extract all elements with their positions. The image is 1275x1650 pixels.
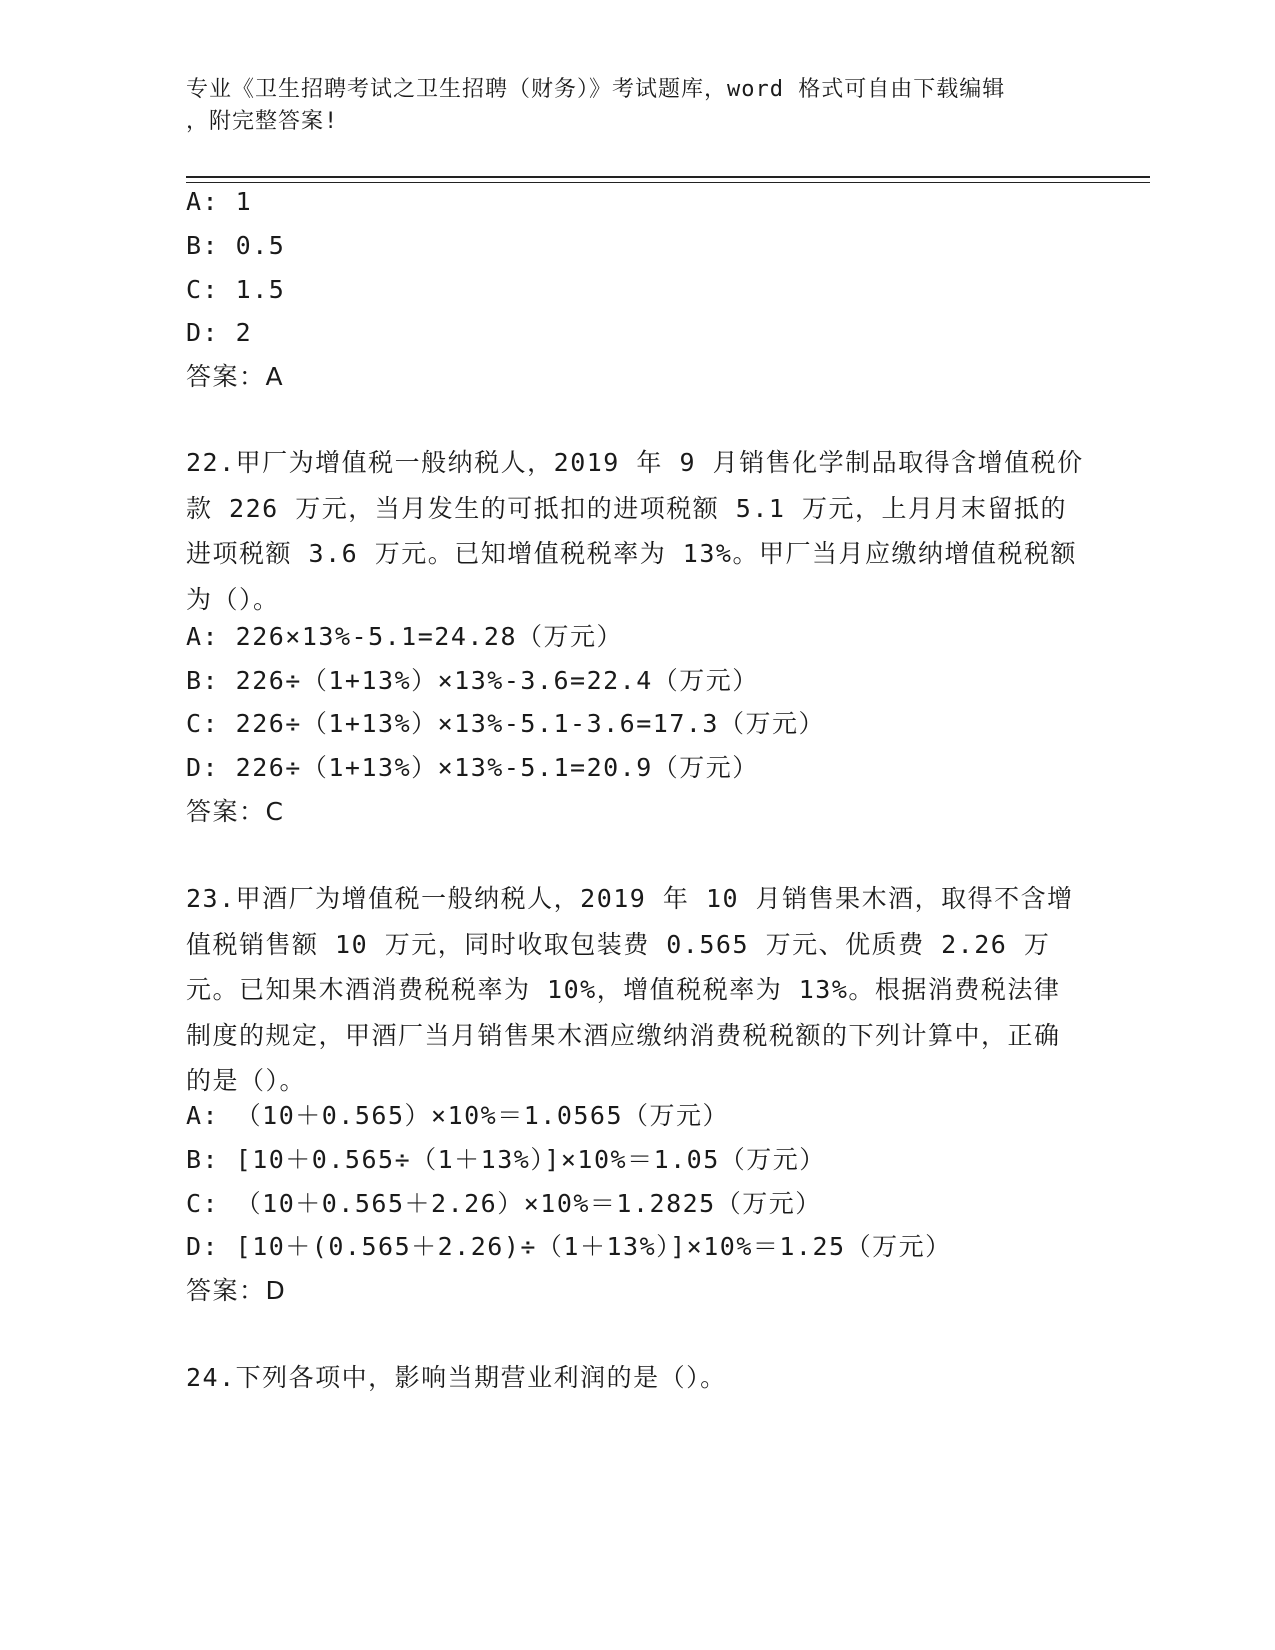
q23-answer: 答案：D [186, 1276, 287, 1305]
q22-option-c: C: 226÷（1+13%）×13%-5.1-3.6=17.3（万元） [186, 709, 825, 738]
q24-stem: 24.下列各项中，影响当期营业利润的是（）。 [186, 1363, 727, 1392]
document-header: 专业《卫生招聘考试之卫生招聘（财务）》考试题库，word 格式可自由下载编辑 ，附完整答案! [186, 77, 1006, 134]
q22-option-b: B: 226÷（1+13%）×13%-3.6=22.4（万元） [186, 666, 759, 695]
header-divider [186, 176, 1150, 178]
q21-answer: 答案：A [186, 362, 285, 391]
q23-stem: 23.甲酒厂为增值税一般纳税人，2019 年 10 月销售果木酒，取得不含增值税销售额 10 万元，同时收取包装费 0.565 万元、优质费 2.26 万元。已知果木酒消费税税率为 10%，增值税税率为 13%。根据消费税法律制度的规定，甲酒厂当月销售果木酒应缴纳消费税税额的下列计算中，正确的是（）。 [186, 884, 1074, 1095]
header-divider-thin [186, 182, 1150, 183]
q22-option-d: D: 226÷（1+13%）×13%-5.1=20.9（万元） [186, 753, 759, 782]
q23-option-b: B: [10＋0.565÷（1＋13%）]×10%＝1.05（万元） [186, 1145, 826, 1174]
q21-option-b: B: 0.5 [186, 231, 286, 260]
q21-option-d: D: 2 [186, 318, 253, 347]
q22-answer: 答案：C [186, 797, 285, 826]
q22-stem: 22.甲厂为增值税一般纳税人，2019 年 9 月销售化学制品取得含增值税价款 226 万元，当月发生的可抵扣的进项税额 5.1 万元，上月月末留抵的进项税额 3.6 万元。已知增值税税率为 13%。甲厂当月应缴纳增值税税额为（）。 [186, 448, 1084, 614]
q23-option-a: A: （10＋0.565）×10%＝1.0565（万元） [186, 1101, 730, 1130]
q21-option-a: A: 1 [186, 187, 253, 216]
q23-option-c: C: （10＋0.565＋2.26）×10%＝1.2825（万元） [186, 1189, 822, 1218]
q22-option-a: A: 226×13%-5.1=24.28（万元） [186, 622, 624, 651]
q23-option-d: D: [10＋(0.565＋2.26)÷（1＋13%）]×10%＝1.25（万元） [186, 1232, 952, 1261]
q21-option-c: C: 1.5 [186, 275, 286, 304]
